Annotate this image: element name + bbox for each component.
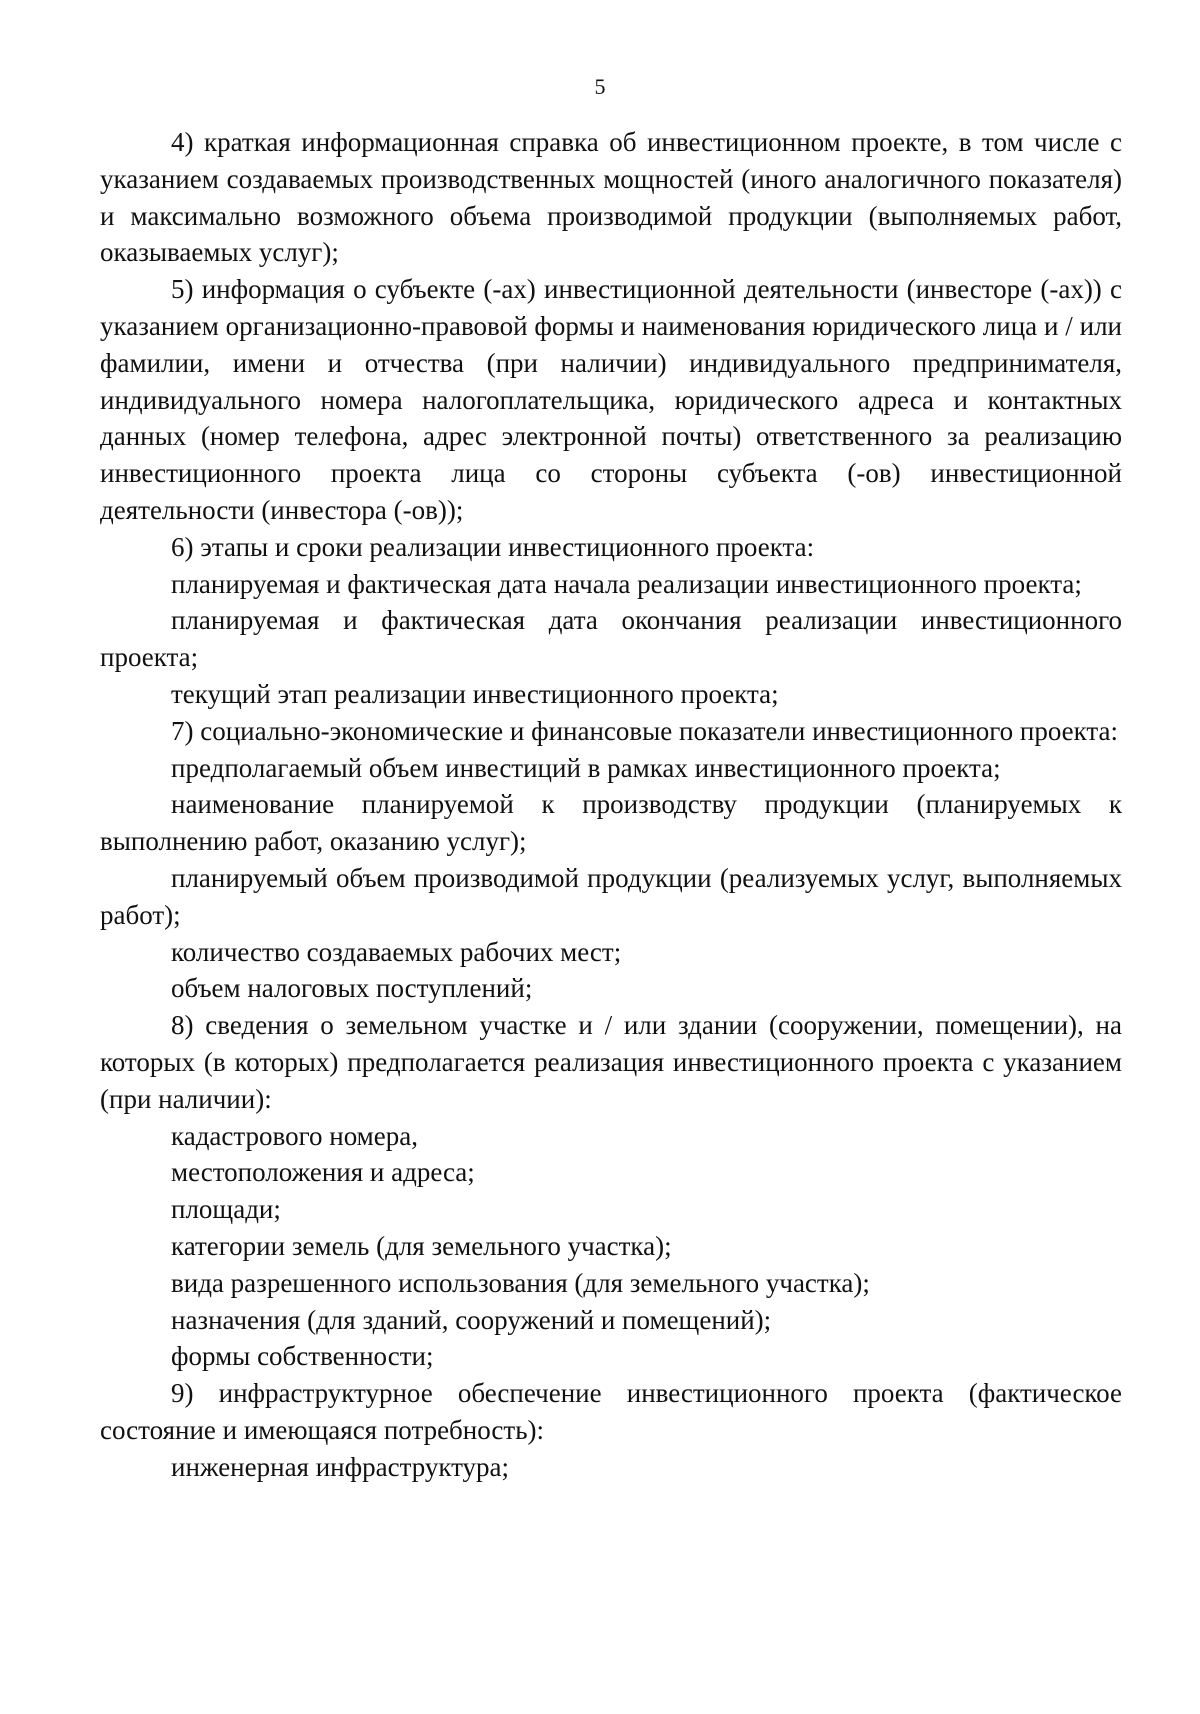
paragraph: количество создаваемых рабочих мест; xyxy=(171,936,622,967)
paragraph: 9) инфраструктурное обеспечение инвестиционного проекта (фактическое состояние и имеющаяся потребность): xyxy=(100,1378,1122,1445)
paragraph: местоположения и адреса; xyxy=(171,1157,475,1188)
paragraph: планируемая и фактическая дата окончания реализации инвестиционного проекта; xyxy=(100,605,1122,673)
paragraph: вида разрешенного использования (для земельного участка); xyxy=(171,1267,870,1298)
paragraph: инженерная инфраструктура; xyxy=(171,1451,510,1482)
paragraph: площади; xyxy=(171,1194,281,1225)
document-body xyxy=(100,124,1122,1485)
paragraph: планируемый объем производимой продукции (реализуемых услуг, выполняемых работ); xyxy=(100,862,1122,930)
paragraph: 5) информация о субъекте (-ах) инвестиционной деятельности (инвесторе (-ах)) с указанием организационно-правовой формы и наименования юридического лица и / или фамилии, имени и отчества (при наличии) индивидуального предпринимателя, индивидуального номера налогоплательщика, юридического адреса и контактных данных (номер телефона, адрес электронной почты) ответственного за реализацию инвестиционного проекта лица со стороны субъекта (-ов) инвестиционной деятельности (инвестора (-ов)); xyxy=(100,274,1122,525)
paragraph: наименование планируемой к производству продукции (планируемых к выполнению работ, оказанию услуг); xyxy=(100,789,1122,857)
paragraph: объем налоговых поступлений; xyxy=(171,973,533,1004)
paragraph: предполагаемый объем инвестиций в рамках инвестиционного проекта; xyxy=(171,752,1001,783)
paragraph: назначения (для зданий, сооружений и помещений); xyxy=(171,1304,772,1335)
page-number: 5 xyxy=(594,74,606,99)
paragraph: текущий этап реализации инвестиционного проекта; xyxy=(171,678,779,709)
paragraph: 4) краткая информационная справка об инвестиционном проекте, в том числе с указанием создаваемых производственных мощностей (иного аналогичного показателя) и максимально возможного объема производимой продукции (выполняемых работ, оказываемых услуг); xyxy=(100,127,1122,268)
paragraph: 6) этапы и сроки реализации инвестиционного проекта: xyxy=(171,531,815,562)
paragraph: планируемая и фактическая дата начала реализации инвестиционного проекта; xyxy=(171,568,1082,599)
paragraph: 7) социально-экономические и финансовые показатели инвестиционного проекта: xyxy=(171,715,1119,746)
paragraph: категории земель (для земельного участка); xyxy=(171,1230,672,1261)
paragraph: 8) сведения о земельном участке и / или здании (сооружении, помещении), на которых (в которых) предполагается реализация инвестиционного проекта с указанием (при наличии): xyxy=(100,1010,1122,1114)
paragraph: формы собственности; xyxy=(171,1341,434,1372)
paragraph: кадастрового номера, xyxy=(171,1120,418,1151)
